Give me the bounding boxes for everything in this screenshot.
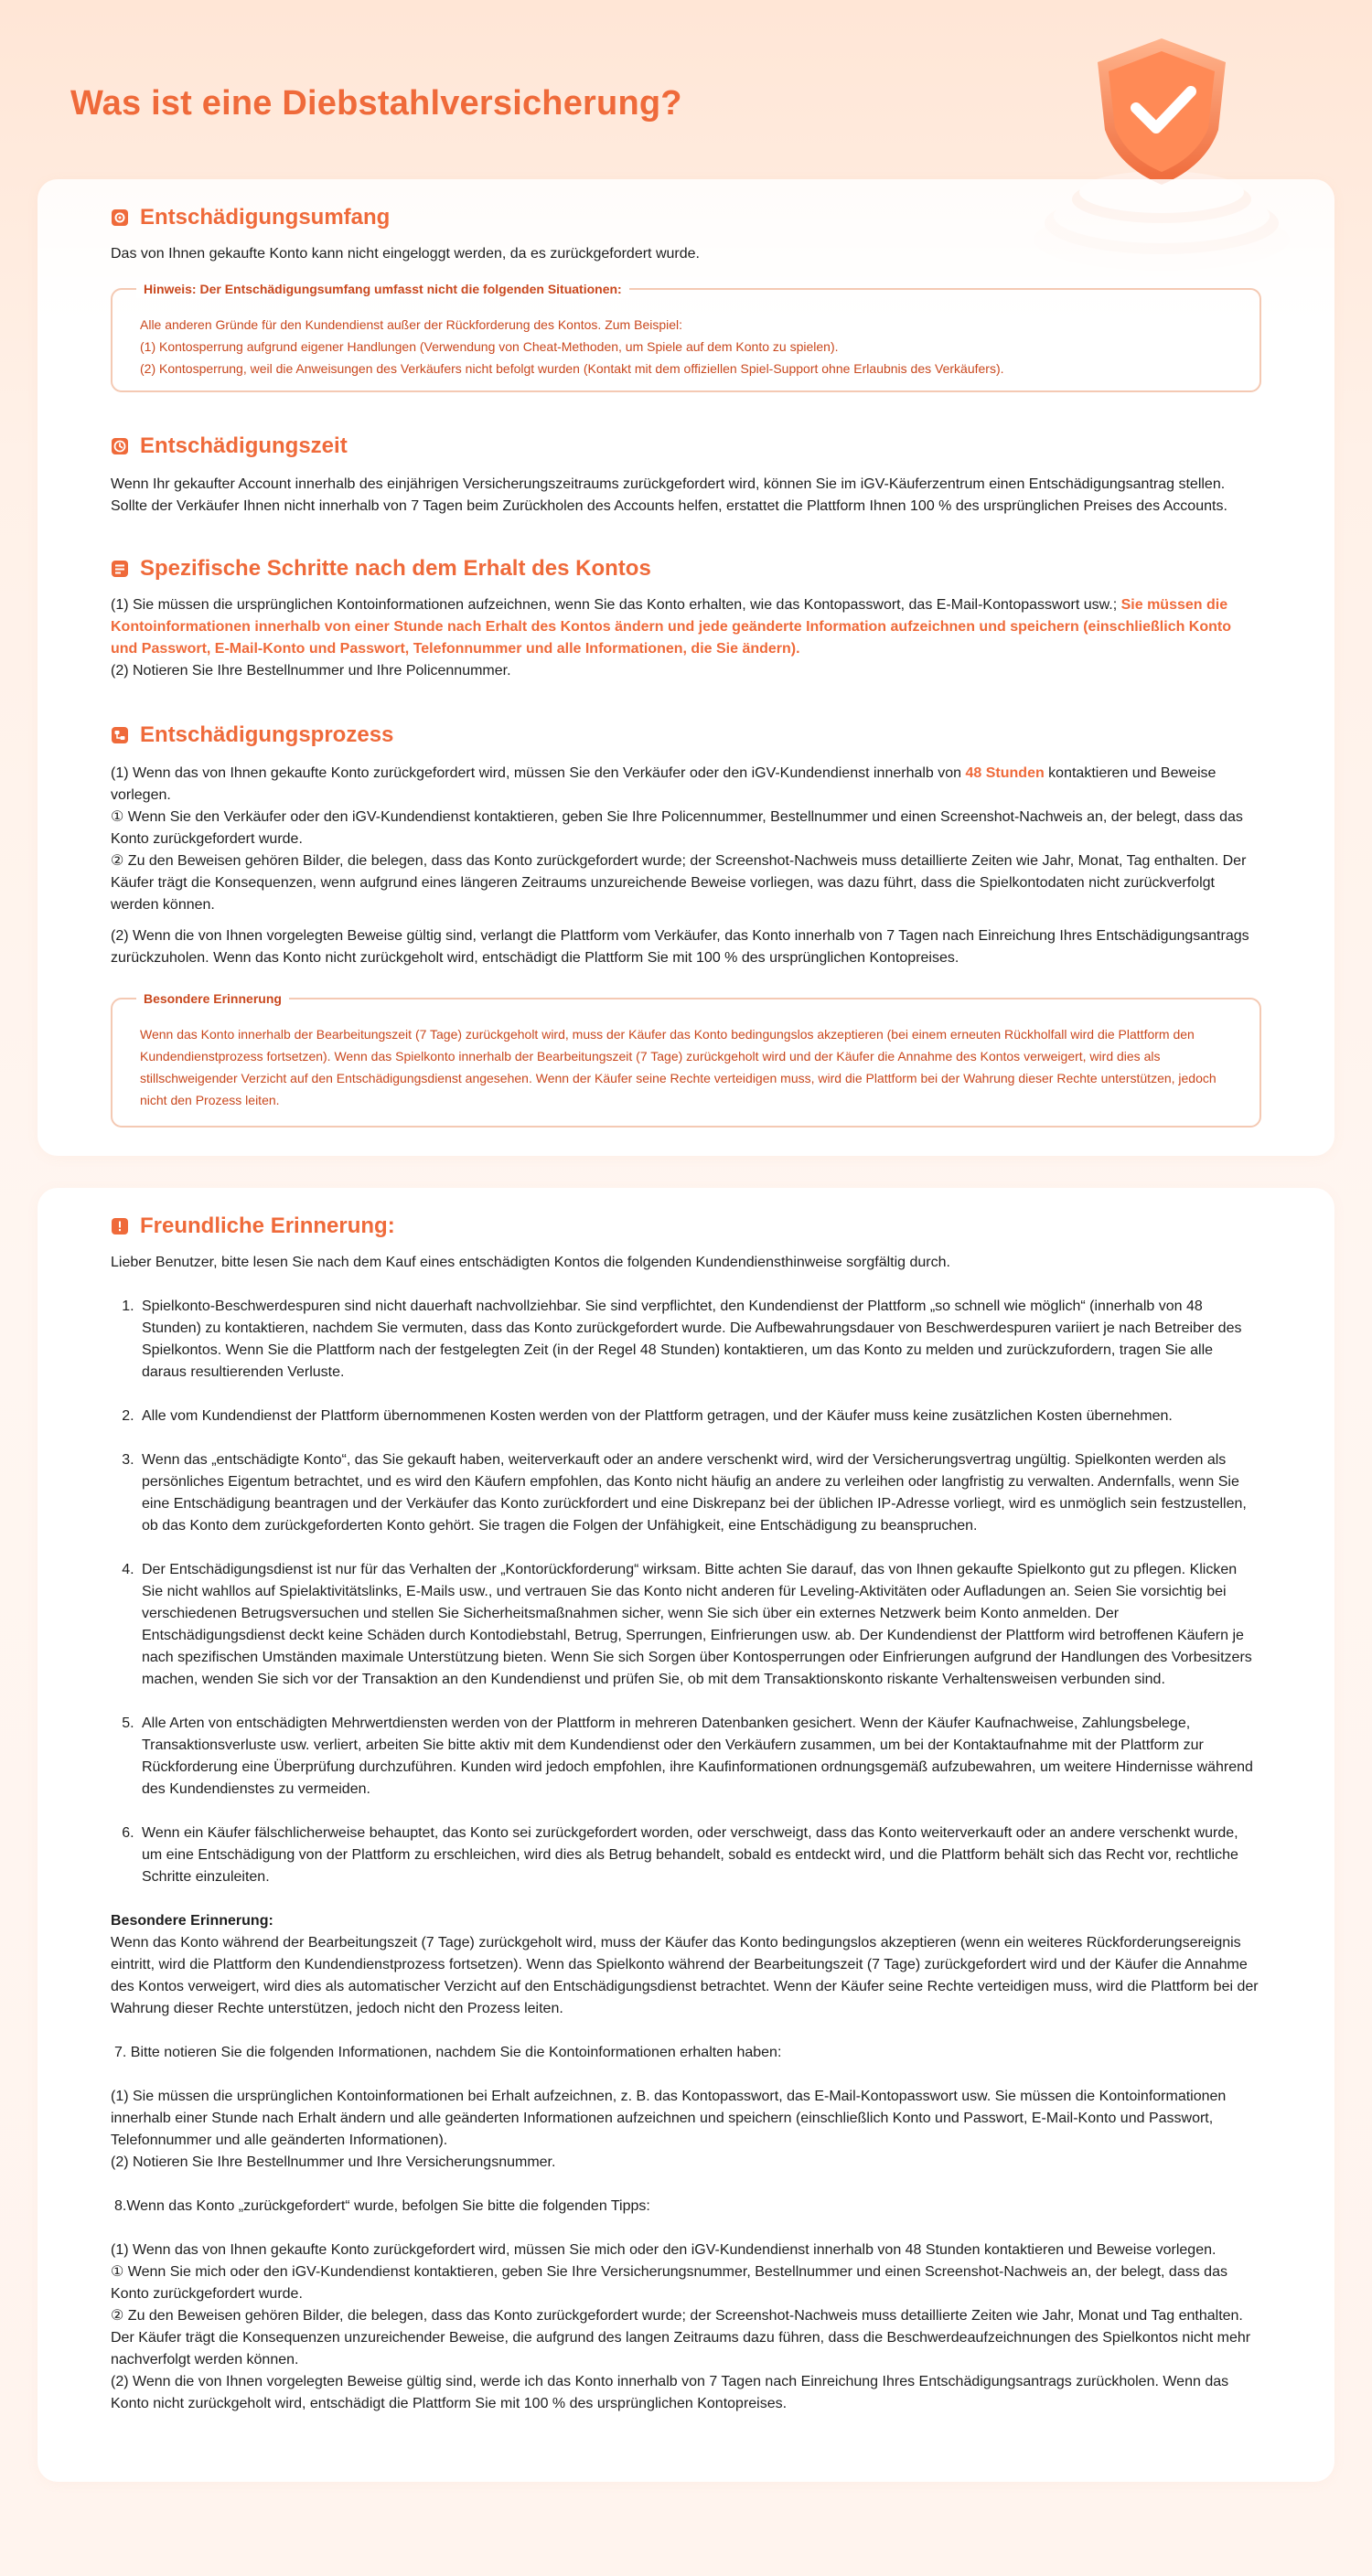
steps-p1	[111, 594, 1261, 660]
list-item: 4. Der Entschädigungsdienst ist nur für das Verhalten der „Kontorückforderung“ wirksam. Bitte achten Sie darauf, das von Ihnen gekaufte Spielkonto gut zu pflegen. Klicken Sie nicht wahllos auf Spielaktivitätslinks, E-Mails usw., und vertrauen Sie das Konto nicht anderen für Leveling-Aktivitäten oder Aufladungen an. Seien Sie vorsichtig bei verschiedenen Betrugsversuchen und stellen Sie Sicherheitsmaßnahmen sicher, wenn Sie sich über ein externes Netzwerk beim Konto anmelden. Der Entschädigungsdienst deckt keine Schäden durch Kontodiebstahl, Betrug, Sperrungen, Einfrierungen usw. ab. Der Kundendienst der Plattform wird betroffenen Käufern je nach spezifischen Umständen maximale Unterstützung bieten. Wenn Sie sich Sorgen über Kontosperrungen oder Einfrierungen aufgrund der Handlungen des Vorbesitzers machen, wenden Sie sich vor der Transaktion an den Kundendienst und prüfen Sie, ob mit dem Transaktionskonto riskante Verhaltensweisen verbunden sind.	[138, 1559, 1261, 1691]
process-p1-step2: ② Zu den Beweisen gehören Bilder, die belegen, dass das Konto zurückgefordert wurde; der Screenshot-Nachweis muss detaillierte Zeiten wie Jahr, Monat, Tag enthalten. Der Käufer trägt die Konsequenzen, wenn aufgrund eines längeren Zeitraums unzureichende Beweise vorliegen, was dazu führt, dass die Spielkontodaten nicht zurückverfolgt werden können.	[111, 853, 1247, 913]
info-icon	[111, 1217, 129, 1235]
process-title: Entschädigungsprozess	[140, 722, 394, 747]
scope-text: Das von Ihnen gekaufte Konto kann nicht eingeloggt werden, da es zurückgefordert wurde.	[111, 246, 700, 262]
time-title: Entschädigungszeit	[140, 433, 348, 458]
special-reminder-text: Wenn das Konto während der Bearbeitungszeit (7 Tage) zurückgeholt wird, muss der Käufer das Konto bedingungslos akzeptieren (wenn ein weiteres Rückforderungsereignis eintritt, wird die Plattform den Kundendienstprozess fortsetzen). Wenn das Spielkonto während der Bearbeitungszeit (7 Tage) zurückgefordert wird und der Käufer die Annahme des Kontos verweigert, wird dies als automatischer Verzicht auf den Entschädigungsdienst betrachtet. Wenn der Käufer seine Rechte verteidigen muss, wird die Plattform bei der Wahrung dieser Rechte unterstützen, jedoch nicht den Prozess leiten.	[111, 1935, 1259, 2016]
process-p1	[111, 763, 1261, 807]
time-text: Wenn Ihr gekaufter Account innerhalb des einjährigen Versicherungszeitraums zurückgefordert wird, können Sie im iGV-Käuferzentrum einen Entschädigungsantrag stellen. Sollte der Verkäufer Ihnen nicht innerhalb von 7 Tagen beim Zurückholen des Accounts helfen, erstattet die Plattform Ihnen 100 % des ursprünglichen Preises des Accounts.	[111, 476, 1227, 514]
steps-p1-text: (1) Sie müssen die ursprünglichen Kontoinformationen aufzeichnen, wenn Sie das Konto erhalten, wie das Kontopasswort, das E-Mail-Kontopasswort usw.;	[111, 597, 1121, 613]
item7-p2: (2) Notieren Sie Ihre Bestellnummer und Ihre Versicherungsnummer.	[111, 2154, 556, 2170]
scope-note-line: (1) Kontosperrung aufgrund eigener Handlungen (Verwendung von Cheat-Methoden, um Spiele auf dem Konto zu spielen).	[140, 339, 839, 354]
scope-note-label: Hinweis: Der Entschädigungsumfang umfasst nicht die folgenden Situationen:	[136, 280, 629, 298]
process-p1-step1: ① Wenn Sie den Verkäufer oder den iGV-Kundendienst kontaktieren, geben Sie Ihre Policennummer, Bestellnummer und einen Screenshot-Nachweis an, der belegt, dass das Konto zurückgefordert wurde.	[111, 809, 1243, 847]
special-reminder-label: Besondere Erinnerung:	[111, 1913, 273, 1929]
list-item: 2. Alle vom Kundendienst der Plattform übernommenen Kosten werden von der Plattform getragen, und der Käufer muss keine zusätzlichen Kosten übernehmen.	[138, 1406, 1261, 1427]
reminder-title: Freundliche Erinnerung:	[140, 1213, 395, 1238]
process-p1-text-end: kontaktieren und Beweise vorlegen.	[111, 765, 1217, 803]
list-item: 1. Spielkonto-Beschwerdespuren sind nicht dauerhaft nachvollziehbar. Sie sind verpflichtet, den Kundendienst der Plattform „so schnell wie möglich“ (innerhalb von 48 Stunden) zu kontaktieren, nachdem Sie vermuten, dass das Konto zurückgefordert wurde. Die Aufbewahrungsdauer von Beschwerdespuren variiert je nach Betreiber des Spielkontos. Wenn Sie die Plattform nach der festgelegten Zeit (in der Regel 48 Stunden) kontaktieren, um das Konto zu melden und zurückzufordern, tragen Sie alle daraus resultierenden Verluste.	[138, 1296, 1261, 1384]
process-reminder-text: Wenn das Konto innerhalb der Bearbeitungszeit (7 Tage) zurückgeholt wird, muss der Käufer das Konto bedingungslos akzeptieren (bei einem erneuten Rückholfall wird die Plattform den Kundendienstprozess fortsetzen). Wenn das Spielkonto innerhalb der Bearbeitungszeit (7 Tage) zurückgeholt wird und der Käufer die Annahme des Kontos verweigert, wird dies als stillschweigender Verzicht auf den Entschädigungsdienst angesehen. Wenn der Käufer seine Rechte verteidigen muss, wird die Plattform bei der Wahrung dieser Rechte unterstützen, jedoch nicht den Prozess leiten.	[140, 1027, 1217, 1107]
reminder-card	[38, 1188, 1334, 2482]
process-p1-highlight: 48 Stunden	[965, 765, 1045, 781]
item7-heading: 7. Bitte notieren Sie die folgenden Informationen, nachdem Sie die Kontoinformationen erhalten haben:	[114, 2045, 782, 2060]
page-title: Was ist eine Diebstahlversicherung?	[70, 84, 682, 123]
process-p1-text: (1) Wenn das von Ihnen gekaufte Konto zurückgefordert wird, müssen Sie den Verkäufer oder den iGV-Kundendienst innerhalb von	[111, 765, 966, 781]
scope-note-line: Alle anderen Gründe für den Kundendienst außer der Rückforderung des Kontos. Zum Beispiel:	[140, 317, 683, 332]
item8-p4: (2) Wenn die von Ihnen vorgelegten Beweise gültig sind, werde ich das Konto innerhalb von 7 Tagen nach Einreichung Ihres Entschädigungsantrags zurückholen. Wenn das Konto nicht zurückgeholt wird, entschädigt die Plattform Sie mit 100 % des ursprünglichen Kontopreises.	[111, 2374, 1229, 2411]
insurance-info-card	[38, 179, 1334, 1156]
list-item: 6. Wenn ein Käufer fälschlicherweise behauptet, das Konto sei zurückgefordert worden, oder verschweigt, dass das Konto weiterverkauft oder an andere verschenkt wurde, um eine Entschädigung von der Plattform zu erschleichen, wird dies als Betrug behandelt, sobald es entdeckt wird, und die Plattform behält sich das Recht vor, rechtliche Schritte einzuleiten.	[138, 1822, 1261, 1888]
steps-p2: (2) Notieren Sie Ihre Bestellnummer und Ihre Policennummer.	[111, 663, 511, 679]
scope-note-box	[111, 282, 1261, 392]
time-section	[111, 433, 1261, 518]
item8-p2: ① Wenn Sie mich oder den iGV-Kundendienst kontaktieren, geben Sie Ihre Versicherungsnummer, Bestellnummer und einen Screenshot-Nachweis an, der belegt, dass das Konto zurückgefordert wurde.	[111, 2264, 1227, 2302]
scope-icon	[111, 208, 129, 227]
steps-p1-highlight: Sie müssen die Kontoinformationen innerhalb von einer Stunde nach Erhalt des Kontos ändern und jede geänderte Information aufzeichnen und speichern (einschließlich Konto und Passwort, E-Mail-Konto und Passwort, Telefonnummer und alle Informationen, die Sie ändern).	[111, 597, 1232, 657]
scope-note-line: (2) Kontosperrung, weil die Anweisungen des Verkäufers nicht befolgt wurden (Kontakt mit dem offiziellen Spiel-Support ohne Erlaubnis des Verkäufers).	[140, 361, 1004, 376]
list-item: 3. Wenn das „entschädigte Konto“, das Sie gekauft haben, weiterverkauft oder an andere verschenkt wird, wird der Versicherungsvertrag ungültig. Spielkonten werden als persönliches Eigentum betrachtet, und es wird den Käufern empfohlen, das Konto nicht häufig an andere zu verleihen oder langfristig zu verwalten. Andernfalls, wenn Sie eine Entschädigung beantragen und der Verkäufer das Konto zurückfordert und eine Diskrepanz bei der üblichen IP-Adresse vorliegt, wird es unmöglich sein festzustellen, ob das Konto dem zurückgeforderten Konto gehört. Sie tragen die Folgen der Unfähigkeit, eine Entschädigung zu beanspruchen.	[138, 1449, 1261, 1537]
list-item: 5. Alle Arten von entschädigten Mehrwertdiensten werden von der Plattform in mehreren Datenbanken gesichert. Wenn der Käufer Kaufnachweise, Zahlungsbelege, Transaktionsverluste usw. verliert, arbeiten Sie bitte aktiv mit dem Kundendienst oder den Verkäufern zusammen, um bei der Kontaktaufnahme mit der Plattform zur Rückforderung eine Überprüfung durchzuführen. Kunden wird jedoch empfohlen, ihre Kaufinformationen ordnungsgemäß aufzubewahren, um weitere Hindernisse während des Kundendienstes zu vermeiden.	[138, 1713, 1261, 1801]
process-p2: (2) Wenn die von Ihnen vorgelegten Beweise gültig sind, verlangt die Plattform vom Verkäufer, das Konto innerhalb von 7 Tagen nach Einreichung Ihres Entschädigungsantrags zurückzuholen. Wenn das Konto nicht zurückgeholt wird, entschädigt die Plattform Sie mit 100 % des ursprünglichen Kontopreises.	[111, 928, 1249, 966]
steps-section	[111, 556, 1261, 682]
steps-title: Spezifische Schritte nach dem Erhalt des Kontos	[140, 556, 651, 581]
process-reminder-box	[111, 991, 1261, 1128]
list-icon	[111, 560, 129, 578]
item8-p1: (1) Wenn das von Ihnen gekaufte Konto zurückgefordert wird, müssen Sie mich oder den iGV-Kundendienst innerhalb von 48 Stunden kontaktieren und Beweise vorlegen.	[111, 2242, 1217, 2258]
process-reminder-label: Besondere Erinnerung	[136, 989, 289, 1008]
scope-title: Entschädigungsumfang	[140, 205, 391, 230]
scope-section	[111, 205, 1261, 265]
reminder-list	[111, 1296, 1261, 1888]
item8-heading: 8.Wenn das Konto „zurückgefordert“ wurde, befolgen Sie bitte die folgenden Tipps:	[114, 2198, 650, 2214]
process-section	[111, 722, 1261, 969]
item8-p3: ② Zu den Beweisen gehören Bilder, die belegen, dass das Konto zurückgefordert wurde; der Screenshot-Nachweis muss detaillierte Zeiten wie Jahr, Monat und Tag enthalten. Der Käufer trägt die Konsequenzen unzureichender Beweise, die aufgrund des langen Zeitraums dazu führen, dass die Beschwerdeaufzeichnungen des Spielkontos nicht mehr nachverfolgt werden können.	[111, 2308, 1251, 2368]
item7-p1: (1) Sie müssen die ursprünglichen Kontoinformationen bei Erhalt aufzeichnen, z. B. das Kontopasswort, das E-Mail-Kontopasswort usw. Sie müssen die Kontoinformationen innerhalb einer Stunde nach Erhalt ändern und alle geänderten Informationen aufzeichnen und speichern (einschließlich Konto und Passwort, E-Mail-Konto und Passwort, Telefonnummer und alle geänderten Informationen).	[111, 2089, 1227, 2148]
clock-icon	[111, 437, 129, 455]
reminder-intro: Lieber Benutzer, bitte lesen Sie nach dem Kauf eines entschädigten Kontos die folgenden Kundendiensthinweise sorgfältig durch.	[111, 1255, 950, 1270]
process-icon	[111, 726, 129, 744]
reminder-section	[111, 1213, 1261, 2415]
